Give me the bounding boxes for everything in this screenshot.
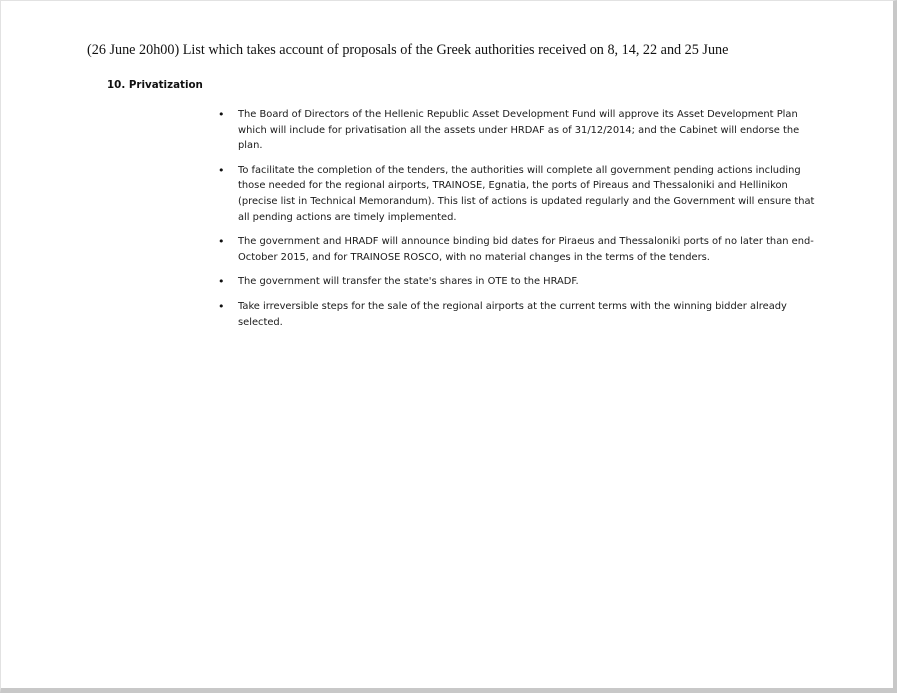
list-item-text: Take irreversible steps for the sale of the regional airports at the current terms with the winning bidder already selected. (238, 300, 787, 328)
section-heading: 10. Privatization (107, 79, 203, 91)
list-item-text: To facilitate the completion of the tenders, the authorities will complete all government pending actions including those needed for the regional airports, TRAINOSE, Egnatia, the ports of Pireaus and Thessaloniki and Hellinikon (precise list in Technical Memorandum). This list of actions is updated regularly and the Government will ensure that all pending actions are timely implemented. (238, 164, 815, 223)
bullet-icon: • (218, 299, 225, 313)
bullet-icon: • (218, 235, 225, 249)
list-item-text: The government and HRADF will announce binding bid dates for Piraeus and Thessaloniki ports of no later than end-October 2015, and for TRAINOSE ROSCO, with no material changes in the terms of the tenders. (238, 236, 814, 263)
bullet-icon: • (218, 163, 225, 177)
list-item (217, 234, 817, 265)
list-item-text: The Board of Directors of the Hellenic Republic Asset Development Fund will approve its Asset Development Plan which will include for privatisation all the assets under HRDAF as of 31/12/2014; and the Cabinet will endorse the plan. (238, 109, 800, 152)
list-item (217, 274, 817, 290)
list-item-text: The government will transfer the state's shares in OTE to the HRADF. (238, 276, 579, 288)
list-item (217, 299, 817, 330)
list-item (217, 163, 817, 225)
bullet-icon: • (218, 108, 225, 121)
bullet-list (217, 107, 817, 339)
bullet-icon: • (218, 275, 225, 289)
document-header: (26 June 20h00) List which takes account of proposals of the Greek authorities received on 8, 14, 22 and 25 June (87, 42, 729, 58)
list-item (217, 107, 817, 154)
